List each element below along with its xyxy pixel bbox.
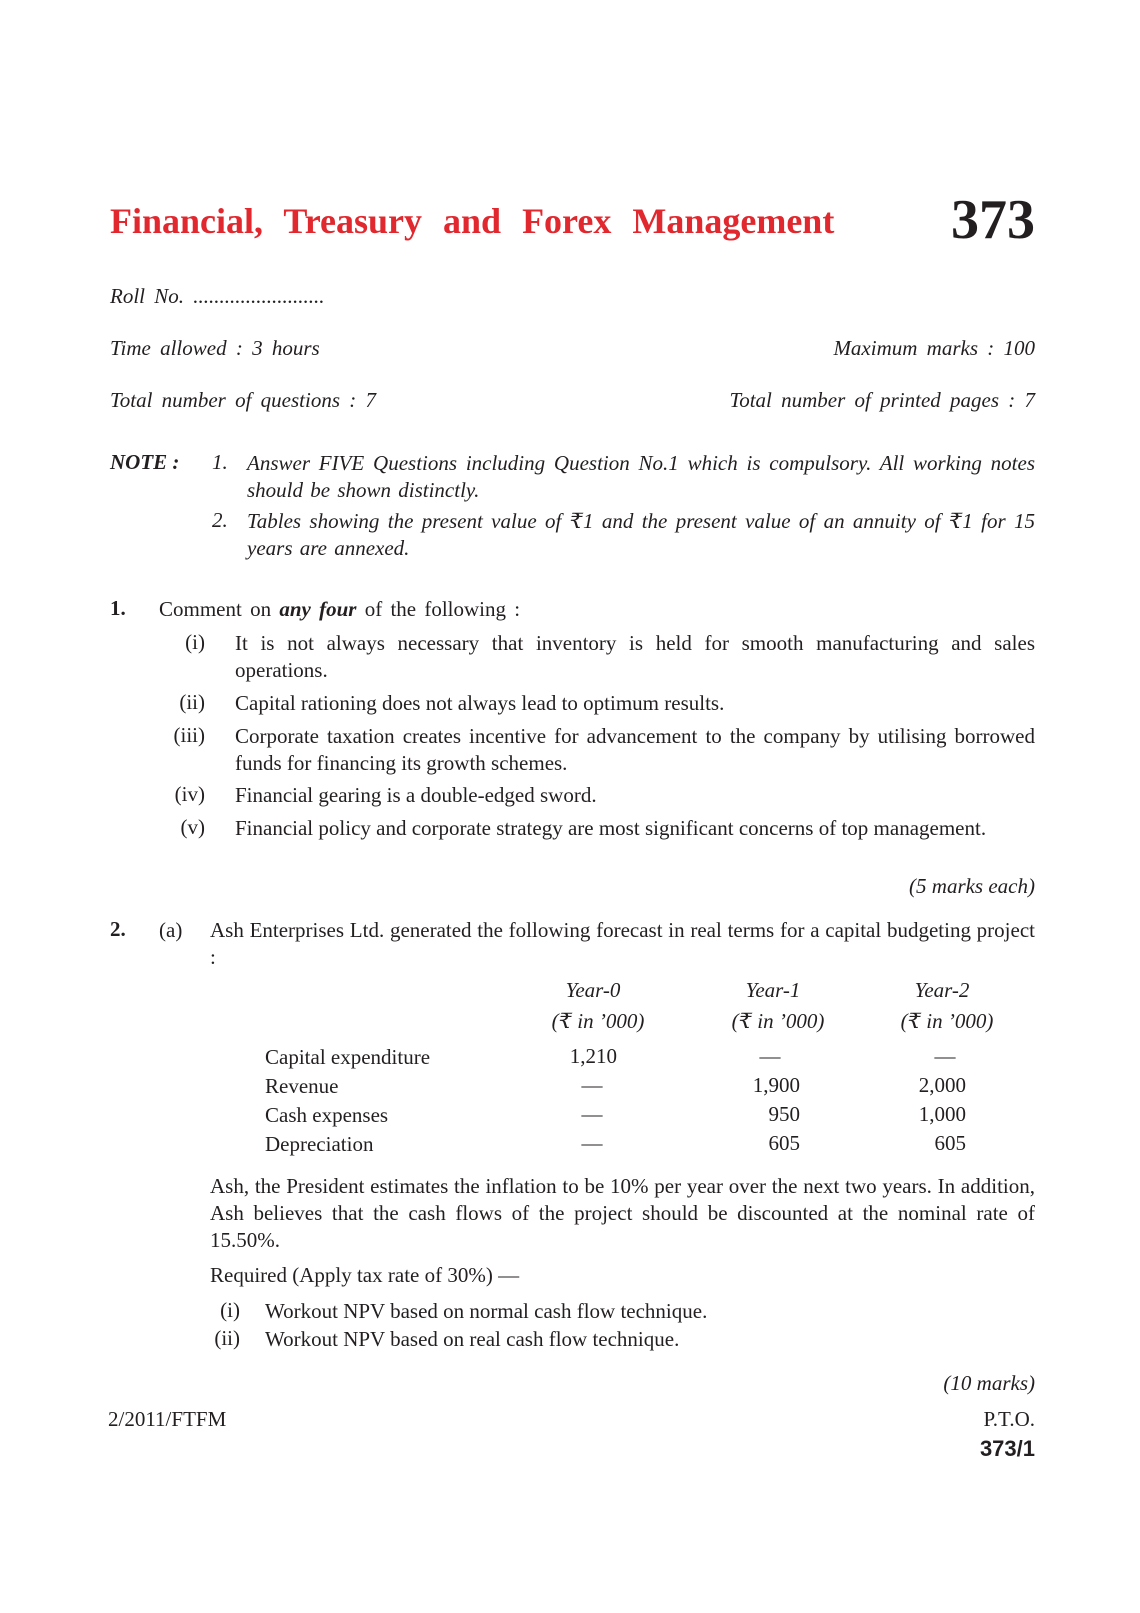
note-item-text: Tables showing the present value of ₹1 and the present value of an annuity of ₹1 for 15 years are annexed. <box>247 509 1035 560</box>
item-number: (i) <box>185 630 205 654</box>
table-row-label: Cash expenses <box>265 1103 389 1127</box>
table-cell: — <box>581 1102 603 1126</box>
table-cell: — <box>581 1073 603 1097</box>
question-1-intro <box>159 596 520 623</box>
table-cell: — <box>934 1044 956 1068</box>
required-line: Required (Apply tax rate of 30%) — <box>210 1263 520 1287</box>
marks-note: (10 marks) <box>943 1371 1035 1395</box>
table-row-label: Capital expenditure <box>265 1045 431 1069</box>
part-label: (a) <box>159 918 183 942</box>
table-unit: (₹ in ’000) <box>551 1009 645 1033</box>
item-number: (iii) <box>173 723 205 747</box>
paper-title: Financial, Treasury and Forex Management <box>110 201 835 241</box>
item-number: (i) <box>220 1298 240 1322</box>
item-number: (ii) <box>214 1326 240 1350</box>
intro-emphasis: any four <box>279 597 357 621</box>
list-item: Capital rationing does not always lead to optimum results. <box>235 691 725 715</box>
table-header: Year-0 <box>565 978 621 1002</box>
note-item-number: 1. <box>212 450 228 474</box>
table-cell: 1,210 <box>569 1044 617 1068</box>
table-cell: — <box>581 1131 603 1155</box>
question-number: 2. <box>110 917 126 941</box>
note-label: NOTE : <box>110 450 180 474</box>
list-item: It is not always necessary that inventory is held for smooth manufacturing and sales operations. <box>235 631 1035 682</box>
question-2-paragraph: Ash, the President estimates the inflation to be 10% per year over the next two years. In addition, Ash believes that the cash flows of the project should be discounted at the nominal rate of 15.50%. <box>210 1174 1035 1252</box>
item-number: (v) <box>180 815 205 839</box>
intro-text: of the following : <box>356 597 521 621</box>
table-cell: 1,900 <box>752 1073 800 1097</box>
note-item-number: 2. <box>212 508 228 532</box>
roll-no: Roll No. ......................... <box>110 284 325 308</box>
maximum-marks: Maximum marks : 100 <box>833 336 1035 360</box>
table-cell: — <box>759 1044 781 1068</box>
pto-label: P.T.O. <box>983 1407 1035 1431</box>
table-header: Year-1 <box>745 978 801 1002</box>
table-unit: (₹ in ’000) <box>900 1009 994 1033</box>
table-row-label: Depreciation <box>265 1132 374 1156</box>
paper-code: 373 <box>951 189 1035 251</box>
list-item: Financial gearing is a double-edged sword. <box>235 783 597 807</box>
table-cell: 1,000 <box>918 1102 966 1126</box>
table-unit: (₹ in ’000) <box>731 1009 825 1033</box>
intro-text: Comment on <box>159 597 280 621</box>
page-code: 373/1 <box>979 1436 1035 1461</box>
list-item: Workout NPV based on normal cash flow technique. <box>265 1299 708 1323</box>
footer-code-left: 2/2011/FTFM <box>108 1407 227 1431</box>
list-item: Financial policy and corporate strategy are most significant concerns of top management. <box>235 816 987 840</box>
table-cell: 2,000 <box>918 1073 966 1097</box>
table-cell: 605 <box>934 1131 966 1155</box>
list-item: Corporate taxation creates incentive for advancement to the company by utilising borrowed funds for financing its growth schemes. <box>235 724 1035 775</box>
table-row-label: Revenue <box>265 1074 339 1098</box>
marks-note: (5 marks each) <box>909 874 1035 898</box>
table-cell: 950 <box>768 1102 800 1126</box>
time-allowed: Time allowed : 3 hours <box>110 336 320 360</box>
question-number: 1. <box>110 596 126 620</box>
table-header: Year-2 <box>914 978 970 1002</box>
total-pages: Total number of printed pages : 7 <box>729 388 1035 412</box>
total-questions: Total number of questions : 7 <box>110 388 376 412</box>
item-number: (ii) <box>179 690 205 714</box>
table-cell: 605 <box>768 1131 800 1155</box>
list-item: Workout NPV based on real cash flow technique. <box>265 1327 680 1351</box>
question-2-intro: Ash Enterprises Ltd. generated the following forecast in real terms for a capital budgeting project : <box>210 918 1035 969</box>
note-item-text: Answer FIVE Questions including Question No.1 which is compulsory. All working notes should be shown distinctly. <box>247 451 1035 502</box>
item-number: (iv) <box>174 782 205 806</box>
